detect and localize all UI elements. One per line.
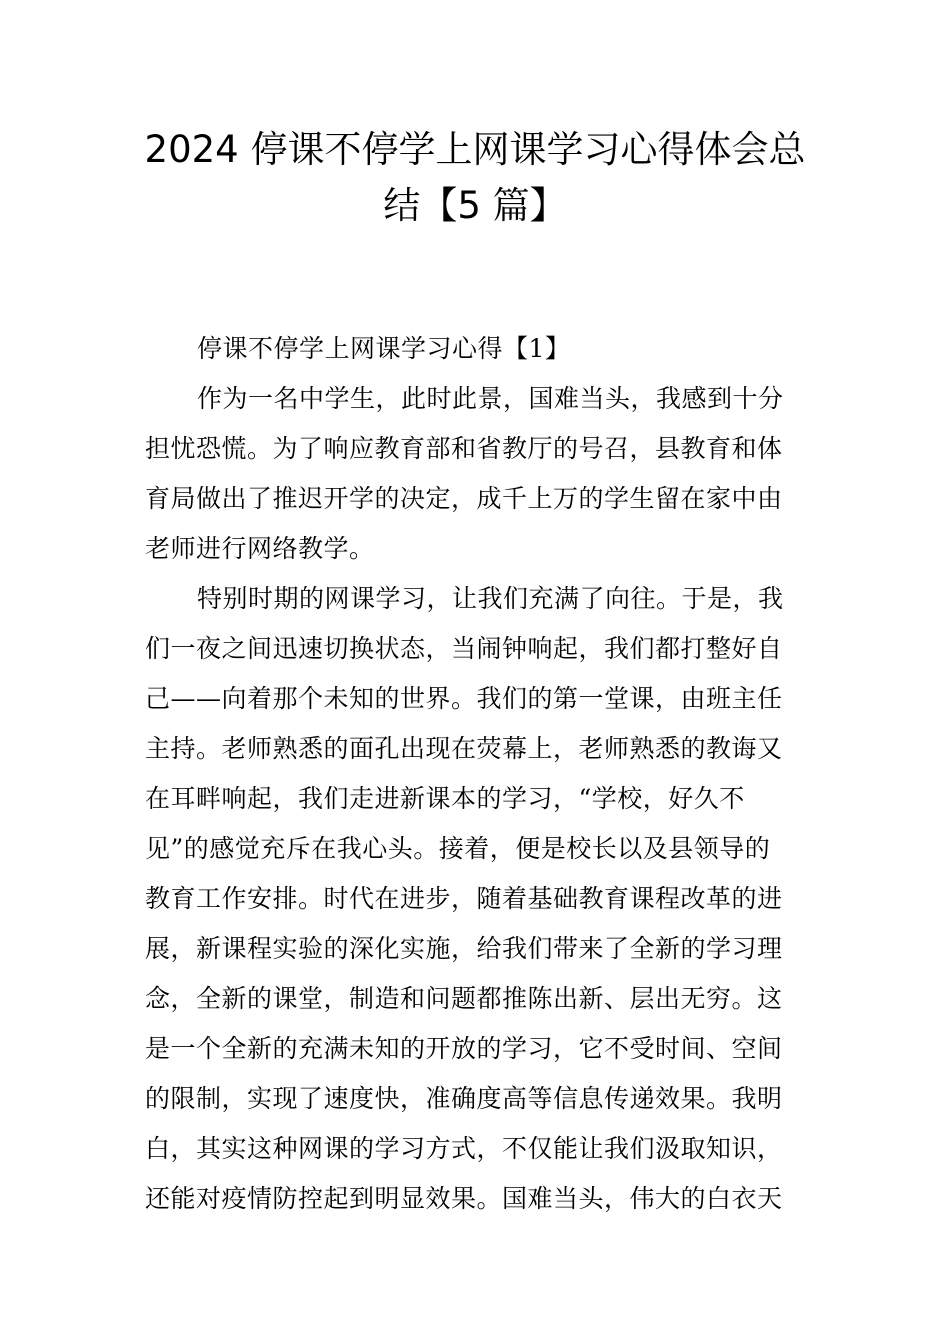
text-line: 展，新课程实验的深化实施，给我们带来了全新的学习理 [145, 934, 783, 963]
text-line: 己——向着那个未知的世界。我们的第一堂课，由班主任 [145, 684, 783, 713]
text-line: 是一个全新的充满未知的开放的学习，它不受时间、空间 [145, 1034, 783, 1063]
text-line: 特别时期的网课学习，让我们充满了向往。于是，我 [197, 584, 784, 613]
text-line: 老师进行网络教学。 [145, 534, 375, 563]
text-line: 还能对疫情防控起到明显效果。国难当头，伟大的白衣天 [145, 1184, 783, 1213]
text-line: 育局做出了推迟开学的决定，成千上万的学生留在家中由 [145, 484, 783, 513]
text-line: 停课不停学上网课学习心得【1】 [197, 334, 571, 363]
document-body [145, 324, 810, 1224]
title-line-1: 2024 停课不停学上网课学习心得体会总 [144, 128, 806, 171]
text-line: 在耳畔响起，我们走进新课本的学习，“学校，好久不 [145, 784, 745, 813]
text-line: 教育工作安排。时代在进步，随着基础教育课程改革的进 [145, 884, 783, 913]
text-line: 们一夜之间迅速切换状态，当闹钟响起，我们都打整好自 [145, 634, 783, 663]
text-line: 作为一名中学生，此时此景，国难当头，我感到十分 [197, 384, 784, 413]
text-line: 见”的感觉充斥在我心头。接着，便是校长以及县领导的 [145, 834, 771, 863]
text-line: 的限制，实现了速度快，准确度高等信息传递效果。我明 [145, 1084, 783, 1113]
document-title [100, 122, 850, 234]
text-line: 主持。老师熟悉的面孔出现在荧幕上，老师熟悉的教诲又 [145, 734, 783, 763]
text-line: 白，其实这种网课的学习方式，不仅能让我们汲取知识， [145, 1134, 783, 1163]
text-line: 念，全新的课堂，制造和问题都推陈出新、层出无穷。这 [145, 984, 783, 1013]
text-line: 担忧恐慌。为了响应教育部和省教厅的号召，县教育和体 [145, 434, 783, 463]
title-line-2: 结【5 篇】 [383, 184, 567, 227]
